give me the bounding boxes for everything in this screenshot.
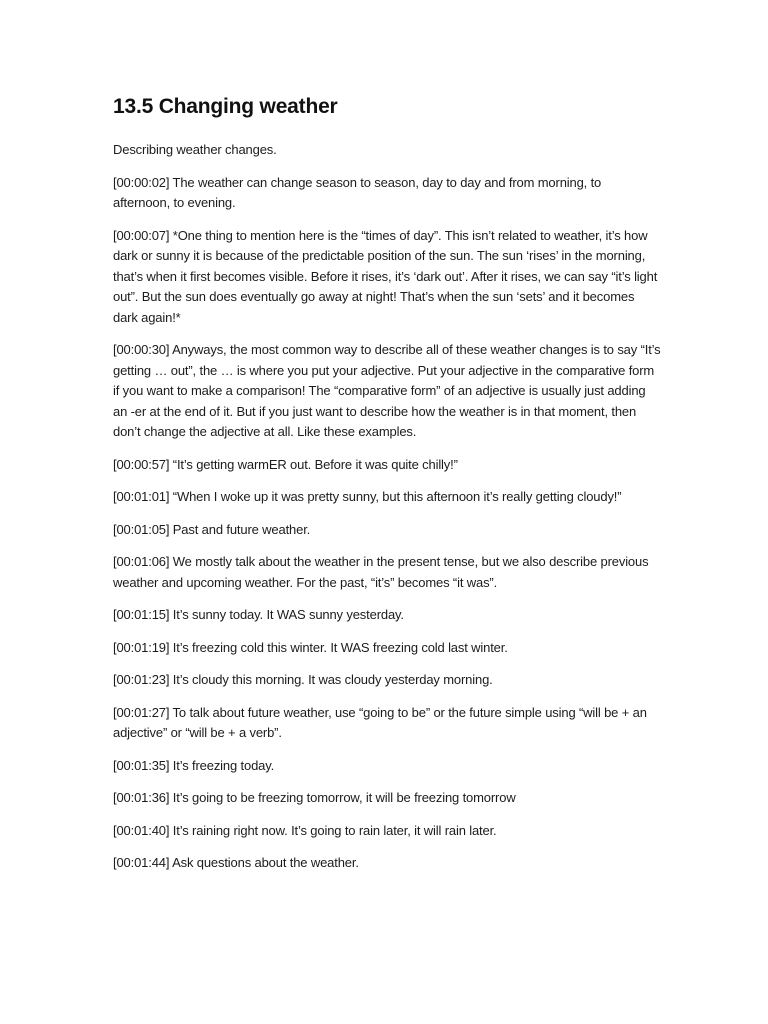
paragraph-00-01-23: [00:01:23] It’s cloudy this morning. It was cloudy yesterday morning.	[113, 672, 493, 687]
paragraph-00-01-01: [00:01:01] “When I woke up it was pretty sunny, but this afternoon it’s really getting cloudy!”	[113, 489, 622, 504]
paragraph-00-01-36: [00:01:36] It’s going to be freezing tomorrow, it will be freezing tomorrow	[113, 790, 516, 805]
paragraph-00-01-15: [00:01:15] It’s sunny today. It WAS sunny yesterday.	[113, 607, 404, 622]
paragraph-intro: Describing weather changes.	[113, 142, 277, 157]
paragraph-00-01-05: [00:01:05] Past and future weather.	[113, 521, 311, 537]
page-title: 13.5 Changing weather	[113, 95, 338, 118]
paragraph-00-00-30: [00:00:30] Anyways, the most common way to describe all of these weather changes is to say “It’s getting … out”, the … is where you put your adjective. Put your adjective in the comparative form if you want to make a comparison! The “comparative form” of an adjective is usually just adding an -er at the end of it. But if you just want to describe how the weather is in that moment, then don’t change the adjective at all. Like these examples.	[113, 342, 661, 439]
paragraph-00-01-19: [00:01:19] It’s freezing cold this winter. It WAS freezing cold last winter.	[113, 639, 508, 655]
paragraph-00-00-02: [00:00:02] The weather can change season to season, day to day and from morning, to afternoon, to evening.	[113, 174, 602, 210]
paragraph-00-01-06: [00:01:06] We mostly talk about the weather in the present tense, but we also describe previous weather and upcoming weather. For the past, “it’s” becomes “it was”.	[113, 554, 649, 590]
paragraph-00-00-57: [00:00:57] “It’s getting warmER out. Before it was quite chilly!”	[113, 456, 458, 472]
paragraph-00-01-27: [00:01:27] To talk about future weather, use “going to be” or the future simple using “will be + an adjective” or “will be + a verb”.	[113, 704, 647, 740]
paragraph-00-01-35: [00:01:35] It’s freezing today.	[113, 757, 275, 773]
paragraph-00-01-40: [00:01:40] It’s raining right now. It’s going to rain later, it will rain later.	[113, 822, 497, 838]
paragraph-00-00-07: [00:00:07] *One thing to mention here is the “times of day”. This isn’t related to weather, it’s how dark or sunny it is because of the predictable position of the sun. The sun ‘rises’ in the morning, that’s when it first becomes visible. Before it rises, it’s ‘dark out’. After it rises, we can say “it’s light out”. But the sun does eventually go away at night! That’s when the sun ‘sets’ and it becomes dark again!*	[113, 227, 658, 325]
paragraph-00-01-44: [00:01:44] Ask questions about the weather.	[113, 855, 359, 870]
document-body	[113, 94, 661, 886]
